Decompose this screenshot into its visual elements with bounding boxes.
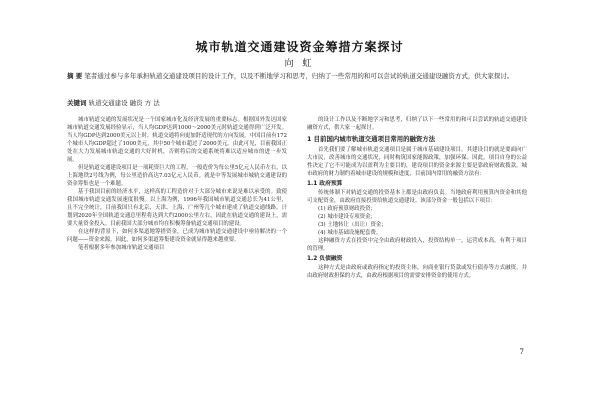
keywords-text: 轨道交通建设 融资 方 法 — [88, 99, 160, 107]
article-title: 城市轨道交通建设资金筹措方案探讨 — [195, 40, 404, 54]
paragraph: 城市轨道交通的发展状况是一个国家城市化及经济发展的重要标志。根据国外发达国家城市轨道交通发展经验显示，当人均GDP达到1000～2000美元时轨道交通得到广泛开发。当人均GDP达到2000美元以上时，轨道交通将向更加舒适现代的方向发展。中国目前有172个城市人均GDP超过了1000美元，其中50个城市超过了2000美元。由此可见，目前我国正处在大力发展城市轨道交通的大好时机，否则将后的交通系统将难以适应城市的进一步发展。 — [67, 117, 287, 163]
paragraph: 传统体制下对轨道交通的投资基本上都是由政府负责。当地政府利用预算内资金和其他可支配资金，由政府直接投资给轨道交通建设。该部分资金一般包括以下项目： — [307, 190, 527, 204]
paragraph: 这种融资方式在投资中完全由政府财政投入，投资结构单一，运营成本高，有利于项目的管理。 — [307, 238, 527, 252]
list-item: (2) 城市建设专项资金； — [318, 214, 376, 220]
paragraph: 但是轨道交通建设项目是一项耗资巨大的工程，一般造价为每公里5亿元人民币左右，以上海地铁2号线为例，每公里造价高达7.03亿元人民币。就是中等发展城市城轨交通建设的资金筹集也是一个难题。 — [67, 165, 287, 187]
article-author: 向 虹 — [284, 59, 315, 69]
list-item: (3) 土地转让（出让）资金； — [318, 222, 387, 228]
abstract-label: 摘 要 — [67, 72, 83, 80]
paragraph: 这种方式是由政府或政府指定的投资主体，向商业银行贷款或发行债券等方式融资，并由政府财政担保的方式，由政府根据项目的需要安排资金的使用方式。 — [307, 265, 527, 279]
keywords — [67, 99, 524, 108]
page-number: 7 — [519, 348, 524, 356]
subsection-heading: 1.1 政府预算 — [307, 181, 343, 187]
list-item: (4) 城市基础设施配套费。 — [318, 230, 382, 236]
left-column — [67, 116, 287, 252]
paragraph: 笔者根据多年参加城市轨道交通项目 — [78, 245, 165, 251]
paragraph: 基于我国目前的经济水平，这样高的工程造价对于大部分城市来说是难以承受的。致使我国城市轨道交通发展速度很慢。以上海为例，1996年我国城市轨道交通总长为41公里，且不完全统计，目前我国只有北京、天津、上海、广州等几个城市建成了轨道交通线路，计划到2020年全国轨道交通总里程将达到大约2000公里左右，因此在轨道交通的建设上，需要大量资金投入。目前我国大部分城市均在积极筹备轨道交通项目的建设。 — [67, 189, 287, 227]
journal-page — [57, 30, 542, 390]
subsection-heading: 1.2 负债融资 — [307, 256, 343, 262]
paragraph: 在这样的背景下，如何多渠道地筹措资金，已成为城市轨道交通建设中亟待解决的一个问题——资金来源。因此，如何多渠道筹集建设资金就显得越来越重要。 — [67, 229, 287, 243]
keywords-label: 关键词 — [67, 99, 87, 107]
abstract — [67, 72, 524, 81]
section-heading: 1 目前国内城市轨道交通项目常用的融资方法 — [307, 135, 436, 143]
abstract-text: 笔者通过参与多年承担轨道交通建设项目的设计工作，以及不断地学习和思考，归纳了一些常用的和可以尝试的轨道交通建设融资方式，供大家探讨。 — [84, 72, 514, 80]
list-item: (1) 政府预算财政投资； — [318, 206, 376, 212]
right-column — [307, 116, 527, 280]
paragraph: 首先我们要了解城市轨道交通项目是属于城市基础建设项目。其建设目的就是要面向广大市民，改善城市的交通状况，同时构筑国家能源政策，加强环保。因此，项目自身的公益性决定了它不可能成为以盈利为主要目的，建设项目的资金来源主要是靠政府财政拨款。城市政府的财力制约着城市建设的规模和进度，目前国内常用的融资方法有： — [307, 147, 527, 177]
paragraph: 的设计工作以及不断地学习和思考，归纳了以下一些常用的和可以尝试的轨道交通建设融资方式，供大家一起探讨。 — [307, 117, 527, 131]
